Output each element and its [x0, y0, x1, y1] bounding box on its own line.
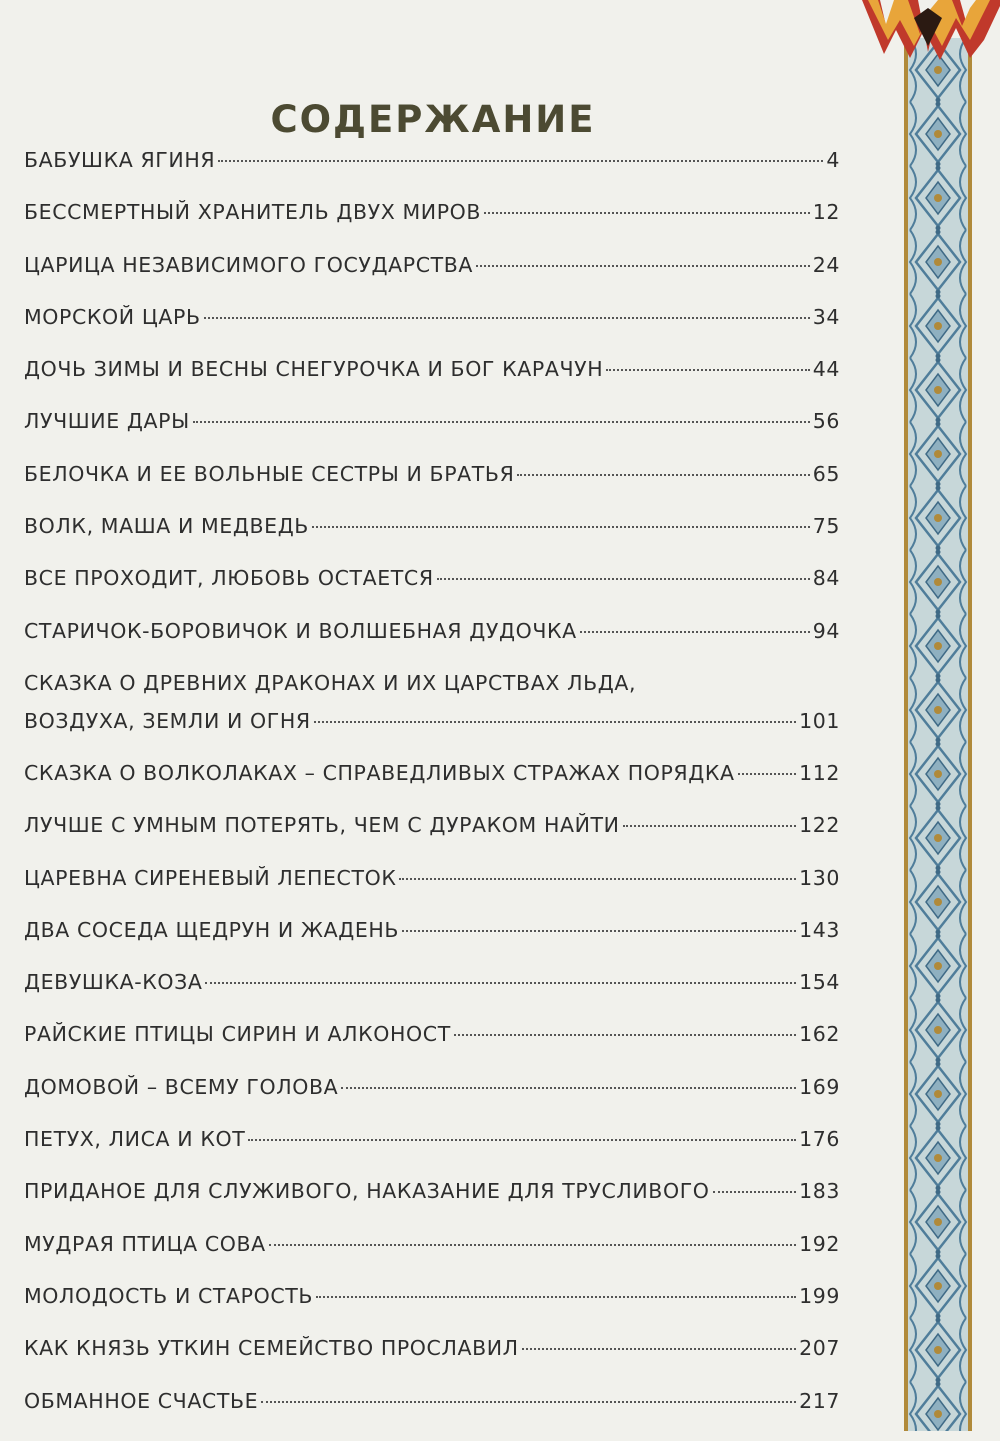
toc-entry-title: ДОЧЬ ЗИМЫ И ВЕСНЫ СНЕГУРОЧКА И БОГ КАРАЧУН	[24, 357, 604, 382]
toc-entry[interactable]	[24, 619, 840, 671]
ornamental-border	[904, 38, 972, 1431]
toc-entry-page: 169	[799, 1074, 840, 1099]
toc-entry-title: БЕССМЕРТНЫЙ ХРАНИТЕЛЬ ДВУХ МИРОВ	[24, 200, 482, 225]
toc-entry-page: 199	[799, 1283, 840, 1308]
toc-entry[interactable]	[24, 761, 840, 813]
leader-dots	[484, 212, 810, 214]
toc-entry-page: 65	[812, 461, 840, 486]
leader-dots	[205, 982, 796, 984]
toc-entry-title: КАК КНЯЗЬ УТКИН СЕМЕЙСТВО ПРОСЛАВИЛ	[24, 1336, 519, 1361]
toc-entry-page: 75	[812, 514, 840, 539]
leader-dots	[341, 1087, 796, 1089]
toc-entry[interactable]	[24, 200, 840, 252]
toc-entry[interactable]	[24, 514, 840, 566]
toc-entry-page: 94	[812, 618, 840, 643]
leader-dots	[580, 631, 810, 633]
toc-entry[interactable]	[24, 1232, 840, 1284]
toc-entry-page: 143	[799, 917, 840, 942]
leader-dots	[402, 930, 796, 932]
toc-entry-title: ЛУЧШИЕ ДАРЫ	[24, 409, 190, 434]
toc-entry-title: ЦАРИЦА НЕЗАВИСИМОГО ГОСУДАРСТВА	[24, 252, 474, 277]
toc-entry[interactable]	[24, 866, 840, 918]
toc-entry-page: 101	[799, 708, 840, 733]
leader-dots	[269, 1244, 796, 1246]
toc-entry-page: 56	[812, 409, 840, 434]
leader-dots	[312, 526, 810, 528]
toc-entry[interactable]	[24, 1022, 840, 1074]
toc-entry-title: МУДРАЯ ПТИЦА СОВА	[24, 1231, 266, 1256]
toc-entry-title: СТАРИЧОК-БОРОВИЧОК И ВОЛШЕБНАЯ ДУДОЧКА	[24, 618, 577, 643]
toc-entry-title: ДОМОВОЙ – ВСЕМУ ГОЛОВА	[24, 1074, 339, 1099]
toc-entry[interactable]	[24, 1389, 840, 1441]
toc-entry-title: ВОЛК, МАША И МЕДВЕДЬ	[24, 514, 309, 539]
toc-entry-title-line2: ВОЗДУХА, ЗЕМЛИ И ОГНЯ	[24, 708, 311, 733]
leader-dots	[517, 474, 809, 476]
leader-dots	[476, 265, 810, 267]
leader-dots	[623, 825, 796, 827]
toc-entry-title: МОЛОДОСТЬ И СТАРОСТЬ	[24, 1283, 314, 1308]
toc-entry-title: СКАЗКА О ВОЛКОЛАКАХ – СПРАВЕДЛИВЫХ СТРАЖАХ ПОРЯДКА	[24, 760, 735, 785]
toc-entry[interactable]	[24, 1179, 840, 1231]
leader-dots	[522, 1348, 796, 1350]
flame-ornament-icon	[858, 0, 1000, 60]
toc-entry-title: ПРИДАНОЕ ДЛЯ СЛУЖИВОГО, НАКАЗАНИЕ ДЛЯ ТРУСЛИВОГО	[24, 1179, 710, 1204]
toc-entry-page: 192	[799, 1231, 840, 1256]
toc-entry-title: ВСЕ ПРОХОДИТ, ЛЮБОВЬ ОСТАЕТСЯ	[24, 566, 434, 591]
leader-dots	[193, 421, 810, 423]
toc-entry-page: 4	[826, 148, 840, 172]
toc-entry-title: ОБМАННОЕ СЧАСТЬЕ	[24, 1388, 259, 1413]
leader-dots	[738, 773, 796, 775]
toc-entry-page: 12	[812, 200, 840, 225]
toc-entry-page: 154	[799, 970, 840, 995]
toc-entry-page: 130	[799, 865, 840, 890]
toc-entry-title: ДЕВУШКА-КОЗА	[24, 970, 203, 995]
toc-entry-title: РАЙСКИЕ ПТИЦЫ СИРИН И АЛКОНОСТ	[24, 1022, 451, 1047]
toc-entry-page: 207	[799, 1336, 840, 1361]
toc-entry-title-wrap	[24, 671, 840, 733]
toc-entry-page: 44	[812, 357, 840, 382]
toc-entry-page: 183	[799, 1179, 840, 1204]
toc-entry[interactable]	[24, 1284, 840, 1336]
toc-entry[interactable]	[24, 253, 840, 305]
toc-entry-title: МОРСКОЙ ЦАРЬ	[24, 304, 201, 329]
toc-entry-title: БЕЛОЧКА И ЕЕ ВОЛЬНЫЕ СЕСТРЫ И БРАТЬЯ	[24, 461, 515, 486]
toc-entry-page: 112	[799, 760, 840, 785]
toc-entry-title: ПЕТУХ, ЛИСА И КОТ	[24, 1127, 246, 1152]
leader-dots	[248, 1139, 796, 1141]
toc-entry[interactable]	[24, 409, 840, 461]
toc-entry-title: ЦАРЕВНА СИРЕНЕВЫЙ ЛЕПЕСТОК	[24, 865, 397, 890]
leader-dots	[218, 160, 823, 162]
leader-dots	[454, 1034, 796, 1036]
leader-dots	[606, 369, 809, 371]
leader-dots	[314, 721, 796, 723]
page-title: СОДЕРЖАНИЕ	[270, 97, 596, 141]
toc-entry[interactable]	[24, 357, 840, 409]
toc-entry[interactable]	[24, 813, 840, 865]
toc-entry-page: 24	[812, 252, 840, 277]
leader-dots	[261, 1401, 796, 1403]
ornament-pattern-icon	[908, 38, 968, 1431]
toc-entry-title-line1: СКАЗКА О ДРЕВНИХ ДРАКОНАХ И ИХ ЦАРСТВАХ ЛЬДА,	[24, 670, 637, 695]
toc-entry-page: 34	[812, 304, 840, 329]
leader-dots	[399, 878, 796, 880]
toc-entry[interactable]	[24, 671, 840, 761]
toc-entry-page: 84	[812, 566, 840, 591]
leader-dots	[437, 578, 810, 580]
toc-entry[interactable]	[24, 1127, 840, 1179]
toc-entry-page: 217	[799, 1388, 840, 1413]
toc-entry[interactable]	[24, 566, 840, 618]
toc-entry[interactable]	[24, 1336, 840, 1388]
toc-entry[interactable]	[24, 970, 840, 1022]
toc-entry[interactable]	[24, 462, 840, 514]
toc-entry-title: ЛУЧШЕ С УМНЫМ ПОТЕРЯТЬ, ЧЕМ С ДУРАКОМ НАЙТИ	[24, 813, 620, 838]
table-of-contents	[24, 148, 840, 1441]
leader-dots	[713, 1191, 797, 1193]
toc-entry[interactable]	[24, 305, 840, 357]
toc-entry-page: 162	[799, 1022, 840, 1047]
leader-dots	[316, 1296, 796, 1298]
toc-entry[interactable]	[24, 1075, 840, 1127]
toc-entry[interactable]	[24, 148, 840, 200]
toc-entry-page: 176	[799, 1127, 840, 1152]
toc-entry-title: ДВА СОСЕДА ЩЕДРУН И ЖАДЕНЬ	[24, 917, 400, 942]
toc-entry[interactable]	[24, 918, 840, 970]
toc-entry-page: 122	[799, 813, 840, 838]
toc-entry-title: БАБУШКА ЯГИНЯ	[24, 148, 216, 172]
leader-dots	[204, 317, 810, 319]
toc-entry-row	[24, 709, 840, 733]
